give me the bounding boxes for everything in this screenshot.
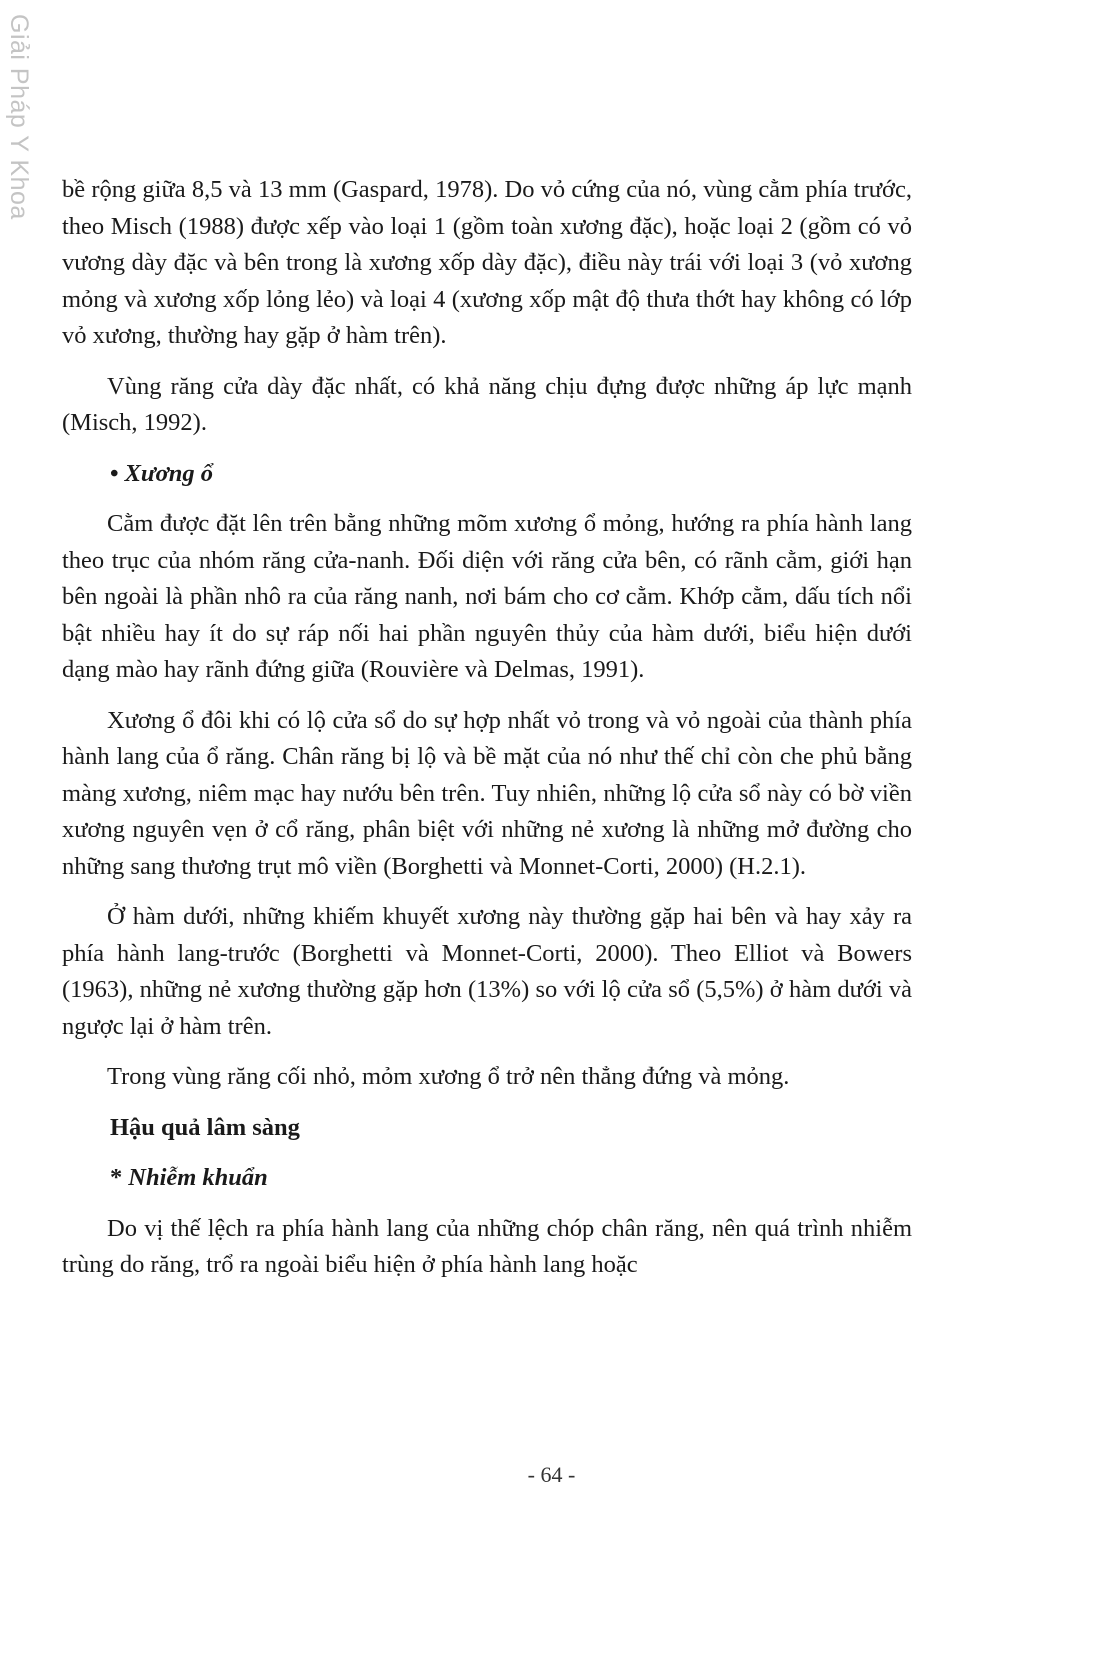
paragraph-bone-width: bề rộng giữa 8,5 và 13 mm (Gaspard, 1978). Do vỏ cứng của nó, vùng cằm phía trước, theo Misch (1988) được xếp vào loại 1 (gồm toàn xương đặc), hoặc loại 2 (gồm có vỏ vương dày đặc và bên trong là xương xốp dày đặc), điều này trái với loại 3 (vỏ xương mỏng và xương xốp lỏng lẻo) và loại 4 (xương xốp mật độ thưa thớt hay không có lớp vỏ xương, thường hay gặp ở hàm trên). bbox=[62, 176, 912, 349]
heading-nhiem-khuan-label: Nhiễm khuẩn bbox=[128, 1164, 268, 1191]
heading-hau-qua: Hậu quả lâm sàng bbox=[110, 1113, 300, 1141]
paragraph-infection: Do vị thế lệch ra phía hành lang của những chóp chân răng, nên quá trình nhiễm trùng do răng, trổ ra ngoài biểu hiện ở phía hành lang hoặc bbox=[62, 1214, 912, 1278]
heading-nhiem-khuan bbox=[62, 1160, 912, 1197]
paragraph-incisor-zone: Vùng răng cửa dày đặc nhất, có khả năng chịu đựng được những áp lực mạnh (Misch, 1992). bbox=[62, 372, 912, 436]
bullet-icon: • bbox=[110, 459, 119, 487]
paragraph-premolar-zone: Trong vùng răng cối nhỏ, mỏm xương ổ trở nên thẳng đứng và mỏng. bbox=[107, 1063, 790, 1090]
paragraph-fenestration: Xương ổ đôi khi có lộ cửa sổ do sự hợp nhất vỏ trong và vỏ ngoài của thành phía hành lang của ổ răng. Chân răng bị lộ và bề mặt của nó như thế chỉ còn che phủ bằng màng xương, niêm mạc hay nướu bên trên. Tuy nhiên, những lộ cửa sổ này có bờ viền xương nguyên vẹn ở cổ răng, phân biệt với những nẻ xương là những mở đường cho những sang thương trụt mô viền (Borghetti và Monnet-Corti, 2000) (H.2.1). bbox=[62, 706, 912, 880]
paragraph-lower-jaw-defects: Ở hàm dưới, những khiếm khuyết xương này thường gặp hai bên và hay xảy ra phía hành lang-trước (Borghetti và Monnet-Corti, 2000). Theo Elliot và Bowers (1963), những nẻ xương thường gặp hơn (13%) so với lộ cửa sổ (5,5%) ở hàm dưới và ngược lại ở hàm trên. bbox=[62, 903, 912, 1040]
asterisk-icon: * bbox=[110, 1164, 123, 1191]
watermark-text: Giải Pháp Y Khoa bbox=[5, 14, 33, 220]
paragraph-chin-ridge: Cằm được đặt lên trên bằng những mõm xương ổ mỏng, hướng ra phía hành lang theo trục của nhóm răng cửa-nanh. Đối diện với răng cửa bên, có rãnh cằm, giới hạn bên ngoài là phần nhô ra của răng nanh, nơi bám cho cơ cằm. Khớp cằm, dấu tích nổi bật nhiều hay ít do sự ráp nối hai phần nguyên thủy của hàm dưới, biểu hiện dưới dạng mào hay rãnh đứng giữa (Rouvière và Delmas, 1991). bbox=[62, 510, 912, 683]
heading-xuong-o bbox=[62, 456, 912, 493]
heading-xuong-o-label: Xương ổ bbox=[124, 459, 213, 487]
page-body bbox=[62, 172, 912, 1298]
page-number: - 64 - bbox=[527, 1462, 576, 1487]
